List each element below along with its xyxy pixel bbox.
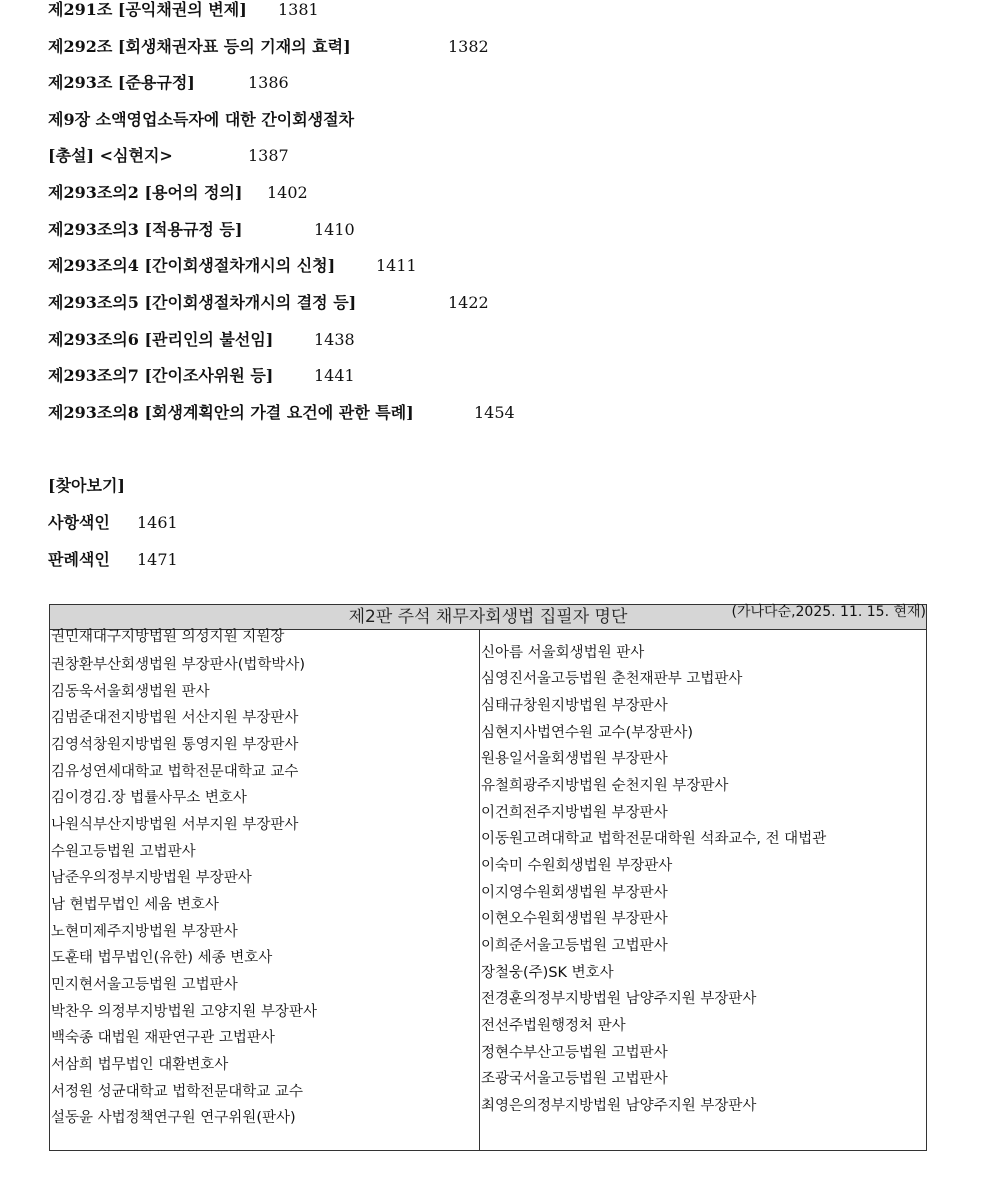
author-entry: 심현지사법연수원 교수(부장판사): [481, 725, 694, 741]
toc-page-number: 1387: [248, 146, 289, 165]
author-entry: 이지영수원회생법원 부장판사: [481, 885, 668, 901]
toc-entry: [48, 73, 289, 93]
toc-page-number: 1402: [267, 183, 308, 202]
roster-footnote: (가나다순,2025. 11. 15. 현재): [731, 604, 926, 620]
author-entry: 이희준서울고등법원 고법판사: [481, 938, 668, 954]
author-entry: 심태규창원지방법원 부장판사: [481, 698, 668, 714]
author-entry: 김동욱서울회생법원 판사: [51, 684, 210, 700]
author-entry: 전경훈의정부지방법원 남양주지원 부장판사: [481, 991, 757, 1007]
toc-heading: 제293조 [준용규정]: [48, 73, 195, 92]
index-heading: [48, 476, 125, 496]
toc-page-number: 1471: [137, 550, 178, 569]
toc-heading: 제293조의2 [용어의 정의]: [48, 183, 243, 202]
author-entry: 김영석창원지방법원 통영지원 부장판사: [51, 737, 299, 753]
toc-heading: 사항색인: [48, 513, 110, 532]
author-entry: 서정원 성균대학교 법학전문대학교 교수: [51, 1084, 303, 1100]
toc-page-number: 1461: [137, 513, 178, 532]
author-entry: 남준우의정부지방법원 부장판사: [51, 870, 252, 886]
author-entry: 나원식부산지방법원 서부지원 부장판사: [51, 817, 299, 833]
author-entry: 김이경김.장 법률사무소 변호사: [51, 790, 247, 806]
toc-entry: [48, 366, 355, 386]
index-entry: [48, 513, 178, 533]
author-entry: 이현오수원회생법원 부장판사: [481, 911, 668, 927]
author-entry: 원용일서울회생법원 부장판사: [481, 751, 668, 767]
author-entry: 이동원고려대학교 법학전문대학원 석좌교수, 전 대법관: [481, 831, 827, 847]
toc-page-number: 1381: [278, 0, 319, 19]
toc-entry: [48, 403, 515, 423]
toc-heading: 제293조의3 [적용규정 등]: [48, 220, 243, 239]
roster-title: 제2판 주석 채무자회생법 집필자 명단: [50, 605, 926, 630]
author-entry: 장철웅(주)SK 변호사: [481, 965, 614, 981]
column-divider: [479, 630, 480, 1150]
author-entry: 서삼희 법무법인 대환변호사: [51, 1057, 229, 1073]
author-entry: 이숙미 수원회생법원 부장판사: [481, 858, 673, 874]
toc-page-number: 1410: [314, 220, 355, 239]
toc-page-number: 1454: [474, 403, 515, 422]
author-entry: 수원고등법원 고법판사: [51, 844, 196, 860]
toc-entry: [48, 293, 489, 313]
authors-roster-table: [49, 604, 927, 1151]
toc-entry: [48, 220, 355, 240]
toc-heading: 제293조의7 [간이조사위원 등]: [48, 366, 274, 385]
toc-entry: [48, 0, 319, 20]
author-entry: 유철희광주지방법원 순천지원 부장판사: [481, 778, 729, 794]
toc-entry: [48, 146, 289, 166]
author-entry: 김범준대전지방법원 서산지원 부장판사: [51, 710, 299, 726]
author-entry: 심영진서울고등법원 춘천재판부 고법판사: [481, 671, 743, 687]
author-entry: 민지현서울고등법원 고법판사: [51, 977, 238, 993]
author-entry: 김유성연세대학교 법학전문대학교 교수: [51, 764, 299, 780]
author-entry: 전선주법원행정처 판사: [481, 1018, 626, 1034]
toc-entry: [48, 37, 489, 57]
toc-heading: 제9장 소액영업소득자에 대한 간이회생절차: [48, 110, 355, 129]
index-entry: [48, 550, 178, 570]
toc-page-number: 1411: [376, 256, 417, 275]
toc-heading: 판례색인: [48, 550, 110, 569]
author-entry: 도훈태 법무법인(유한) 세종 변호사: [51, 950, 273, 966]
toc-heading: 제293조의8 [회생계획안의 가결 요건에 관한 특례]: [48, 403, 414, 422]
toc-page-number: 1386: [248, 73, 289, 92]
toc-page-number: 1438: [314, 330, 355, 349]
toc-page-number: 1422: [448, 293, 489, 312]
author-entry: 이건희전주지방법원 부장판사: [481, 805, 668, 821]
author-entry: 최영은의정부지방법원 남양주지원 부장판사: [481, 1098, 757, 1114]
toc-heading: 제292조 [회생채권자표 등의 기재의 효력]: [48, 37, 351, 56]
author-entry: 권민재대구지방법원 의성지원 지원장: [51, 629, 285, 645]
author-entry: 권창환부산회생법원 부장판사(법학박사): [51, 657, 306, 673]
toc-page-number: 1441: [314, 366, 355, 385]
toc-entry: [48, 330, 355, 350]
author-entry: 신아름 서울회생법원 판사: [481, 645, 645, 661]
toc-page-number: 1382: [448, 37, 489, 56]
toc-entry: [48, 183, 308, 203]
author-entry: 박찬우 의정부지방법원 고양지원 부장판사: [51, 1004, 317, 1020]
author-entry: 조광국서울고등법원 고법판사: [481, 1071, 668, 1087]
author-entry: 설동윤 사법정책연구원 연구위원(판사): [51, 1110, 296, 1126]
toc-heading: 제293조의6 [관리인의 불선임]: [48, 330, 274, 349]
toc-heading: 제293조의4 [간이회생절차개시의 신청]: [48, 256, 336, 275]
author-entry: 노현미제주지방법원 부장판사: [51, 924, 238, 940]
toc-heading: [총설] <심현지>: [48, 146, 173, 165]
toc-heading: 제291조 [공익채권의 변제]: [48, 0, 247, 19]
toc-heading: [찾아보기]: [48, 476, 125, 495]
toc-heading: 제293조의5 [간이회생절차개시의 결정 등]: [48, 293, 357, 312]
author-entry: 정현수부산고등법원 고법판사: [481, 1045, 668, 1061]
toc-chapter-heading: [48, 110, 354, 130]
author-entry: 백숙종 대법원 재판연구관 고법판사: [51, 1030, 275, 1046]
toc-entry: [48, 256, 417, 276]
author-entry: 남 현법무법인 세움 변호사: [51, 897, 219, 913]
